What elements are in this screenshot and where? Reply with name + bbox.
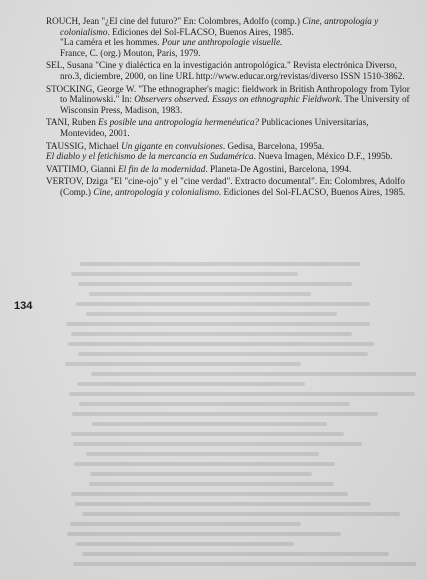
bleed-line [78, 282, 352, 286]
rouch-book-title: Cine, antropología y colonialismo [60, 16, 379, 37]
rouch-publisher: . Ediciones del Sol-FLACSO, Buenos Aires, 1985. [107, 26, 294, 37]
bleed-line [66, 322, 370, 326]
taussig-title-a: Un gigante en convulsiones [121, 140, 223, 151]
vattimo-author: VATTIMO, Gianni [46, 163, 119, 174]
bleed-through-texture [64, 262, 416, 574]
reference-taussig-2 [46, 151, 412, 162]
rouch-article: "La caméra et les hommes. [60, 37, 162, 48]
reference-vattimo [46, 164, 412, 175]
bleed-line [75, 502, 371, 506]
reference-taussig [46, 141, 412, 152]
bleed-line [73, 442, 361, 446]
bleed-line [71, 432, 345, 436]
bleed-line [82, 512, 400, 516]
page-number: 134 [14, 300, 33, 312]
bleed-line [86, 452, 319, 456]
reference-sel [46, 60, 412, 81]
bleed-line [91, 372, 416, 376]
bibliography-list [46, 16, 412, 200]
bleed-line [86, 312, 337, 316]
bleed-line [89, 482, 334, 486]
vertov-publisher: . Ediciones del Sol-FLACSO, Buenos Aires, 1985. [218, 186, 406, 197]
reference-tani [46, 117, 412, 138]
rouch-source: France, C. (org.) Mouton, París, 1979. [60, 47, 201, 58]
bleed-line [90, 472, 312, 476]
vertov-text: VERTOV, Dziga "El "cine-ojo" y el "cine verdad". Extracto documental". En: Colombres, Adolfo (Comp.) [46, 176, 405, 197]
bleed-line [80, 262, 360, 266]
bleed-line [73, 562, 416, 566]
bleed-line [74, 462, 335, 466]
bleed-line [79, 402, 349, 406]
bleed-line [71, 492, 348, 496]
vattimo-publisher: . Planeta-De Agostini, Barcelona, 1994. [205, 163, 352, 174]
reference-vertov [46, 176, 412, 197]
bleed-line [76, 302, 370, 306]
bleed-line [69, 392, 415, 396]
bleed-line [71, 272, 298, 276]
tani-publisher: Publicaciones Universitarias, Montevideo, 2001. [60, 117, 369, 138]
stocking-book-title: Observers observed. Essays on ethnographic Fieldwork [134, 94, 340, 105]
taussig-publisher-b: . Nueva Imagen, México D.F., 1995b. [253, 151, 393, 162]
stocking-publisher: . The University of Wisconsin Press, Madison, 1983. [60, 94, 410, 115]
taussig-author: TAUSSIG, Michael [46, 140, 122, 151]
sel-text: SEL, Susana "Cine y dialéctica en la investigación antropológica." Revista electrónica Diverso, nro.3, diciembre, 2000, on line URL http://www.educar.org/revistas/diverso ISSN 1510-3862. [46, 60, 405, 81]
bleed-line [65, 362, 301, 366]
bleed-line [82, 552, 389, 556]
tani-title: Es posible una antropología hermenéutica? [98, 117, 260, 128]
vertov-book-title: Cine, antropología y colonialismo [93, 186, 219, 197]
stocking-text: STOCKING, George W. "The ethnographer's magic: fieldwork in British Anthropology from Tylor to Malinowski." In: [46, 83, 410, 105]
rouch-subtitle: Pour une anthropologie visuelle. [161, 37, 283, 48]
bleed-line [76, 542, 294, 546]
bleed-line [72, 412, 378, 416]
bleed-line [77, 382, 305, 386]
bleed-line [68, 342, 374, 346]
bleed-line [71, 332, 352, 336]
taussig-title-b: El diablo y el fetichismo de la mercancía en Sudamérica [46, 151, 254, 162]
bleed-line [92, 422, 327, 426]
bleed-line [70, 522, 300, 526]
reference-rouch [46, 16, 412, 37]
taussig-publisher-a: . Gedisa, Barcelona, 1995a. [222, 140, 325, 151]
reference-rouch-2 [46, 37, 412, 58]
bleed-line [89, 292, 311, 296]
tani-author: TANI, Ruben [46, 117, 99, 128]
reference-stocking [46, 84, 412, 116]
vattimo-title: El fin de la modernidad [118, 163, 206, 174]
bleed-line [67, 532, 342, 536]
bleed-line [78, 352, 368, 356]
rouch-text: ROUCH, Jean "¿El cine del futuro?" En: Colombres, Adolfo (comp.) [46, 16, 303, 26]
